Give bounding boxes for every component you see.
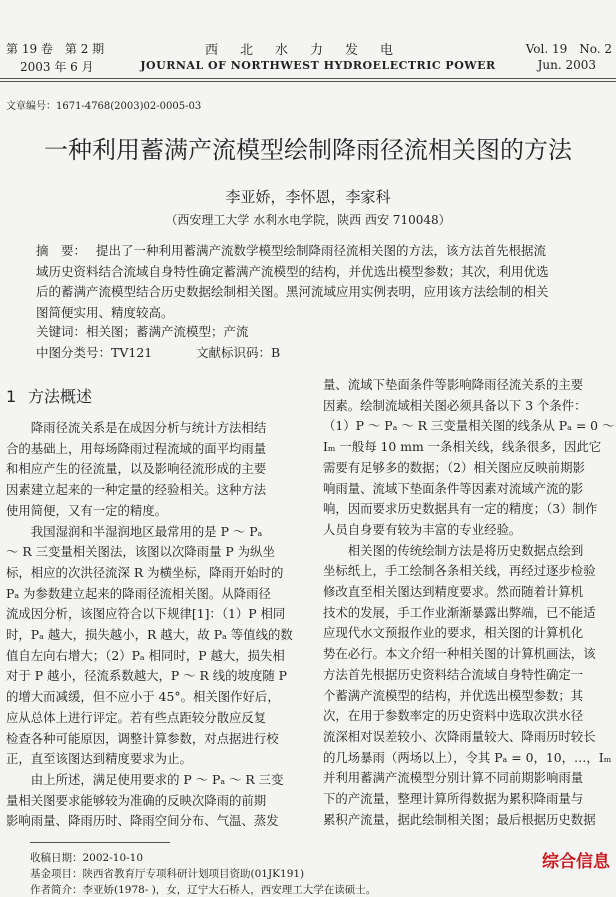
journal-name-cn: 西北水力发电 — [204, 43, 415, 58]
body-line: ～ R 三变量相关图法，该图以次降雨量 P 为纵坐 — [6, 544, 275, 560]
body-line: 并利用蓄满产流模型分别计算不同前期影响雨量 — [323, 770, 584, 786]
body-line: 因素。绘制流域相关图必须具备以下 3 个条件： — [323, 397, 587, 413]
body-line: 量、流域下垫面条件等影响降雨径流关系的主要 — [323, 377, 584, 392]
volume-issue-cn: 第 19 卷 第 2 期 — [6, 42, 105, 56]
body-line: 下的产流量，整理计算所得数据为累积降雨量与 — [323, 791, 584, 807]
body-line: 流成因分析，该图应符合以下规律[1]：（1）P 相同 — [6, 606, 286, 622]
body-line: 的增大而减缓，但不应小于 45°。相关图作好后， — [6, 689, 280, 705]
body-line: 势在必行。本文介绍一种相关图的计算机画法，该 — [323, 646, 596, 662]
body-line: 技术的发展，手工作业渐渐暴露出弊端，已不能适 — [323, 604, 596, 620]
body-line: 需要有足够多的数据；（2）相关图应反映前期影 — [323, 459, 585, 475]
body-line: 的几场暴雨（两场以上），令其 Pₐ = 0，10，…，Iₘ — [323, 749, 612, 765]
date-en: Jun. 2003 — [537, 58, 596, 72]
body-line: 因素建立起来的一种定量的经验相关。这种方法 — [6, 482, 267, 498]
body-line: 由上所述，满足使用要求的 P ～ Pₐ ～ R 三变 — [30, 771, 284, 787]
header-rule-bottom — [0, 81, 616, 82]
body-line: 降雨径流关系是在成因分析与统计方法相结 — [30, 420, 267, 435]
volume-issue-en: Vol. 19 No. 2 — [525, 42, 612, 56]
abstract-line: 域历史资料结合流域自身特性确定蓄满产流模型的结构，并优选出模型参数；其次，利用优选 — [36, 263, 549, 279]
watermark-logo: 综合信息 — [542, 852, 610, 872]
body-line: 正，直至该图达到精度要求为止。 — [6, 751, 192, 767]
body-line: 应现代水文预报作业的要求，相关图的计算机化 — [323, 625, 584, 641]
abstract-line: 提出了一种利用蓄满产流数学模型绘制降雨径流相关图的方法，该方法首先根据流 — [96, 243, 547, 258]
body-line: 修改直至相关图达到精度要求。然而随着计算机 — [323, 584, 584, 600]
body-line: 影响雨量、降雨历时、降雨空间分布、气温、蒸发 — [6, 813, 279, 829]
body-line: 方法首先根据历史资料结合流域自身特性确定一 — [323, 666, 584, 682]
body-line: 值自左向右增大；（2）Pₐ 相同时，P 越大，损失相 — [6, 647, 285, 663]
body-line: 我国湿润和半湿润地区最常用的是 P ～ Pₐ — [30, 523, 263, 539]
footnote-author: 作者简介：李亚娇(1978- )，女，辽宁大石桥人，西安理工大学在读硕士。 — [30, 884, 377, 896]
paper-title: 一种利用蓄满产流模型绘制降雨径流相关图的方法 — [44, 136, 572, 164]
abstract-label: 摘 要： — [36, 243, 87, 258]
body-line: 标，相应的次洪径流深 R 为横坐标，降雨开始时的 — [6, 564, 284, 580]
body-line: 对于 P 越小，径流系数越大，P ～ R 线的坡度随 P — [6, 668, 288, 684]
body-line: 相关图的传统绘制方法是将历史数据点绘到 — [347, 542, 584, 558]
section-number: 1 — [6, 387, 17, 406]
body-line: 时，Pₐ 越大，损失越小，R 越大，故 Pₐ 等值线的数 — [6, 627, 293, 643]
date-cn: 2003 年 6 月 — [20, 60, 94, 74]
body-line: 响，因而要求历史数据具有一定的精度；（3）制作 — [323, 501, 598, 517]
section-heading — [6, 384, 92, 407]
body-line: 坐标纸上，手工绘制各条相关线，再经过逐步检验 — [323, 563, 596, 579]
body-line: 人员自身要有较为丰富的专业经验。 — [323, 521, 522, 537]
authors: 李亚娇，李怀恩，李家科 — [225, 188, 391, 206]
body-line: 使用简便，又有一定的精度。 — [6, 502, 168, 518]
body-line: 合的基础上，用每场降雨过程流域的面平均雨量 — [6, 440, 267, 456]
affiliation: （西安理工大学 水利水电学院，陕西 西安 710048） — [165, 213, 451, 227]
header-rule-top — [0, 78, 616, 79]
journal-name-en: JOURNAL OF NORTHWEST HYDROELECTRIC POWER — [140, 59, 496, 72]
footnote-fund: 基金项目：陕西省教育厅专项科研计划项目资助(01JK191) — [30, 868, 305, 880]
document-code: 文献标识码：B — [196, 345, 281, 360]
section-title: 方法概述 — [28, 387, 93, 406]
body-line: 流深相对误差较小、次降雨量较大、降雨历时较长 — [323, 728, 596, 744]
footnote-received: 收稿日期：2002-10-10 — [30, 852, 144, 864]
body-line: （1）P ～ Pₐ ～ R 三变量相关图的线条从 Pₐ = 0 ～ — [323, 418, 615, 434]
body-line: 累积产流量，据此绘制相关图；最后根据历史数据 — [323, 811, 596, 827]
body-line: Pₐ 为参数建立起来的降雨径流相关图。从降雨径 — [6, 585, 271, 601]
body-line: 量相关图要求能够较为准确的反映次降雨的前期 — [6, 792, 267, 808]
classification-number: 中图分类号：TV121 — [36, 345, 153, 360]
body-line: 应从总体上进行评定。若有些点距较分散应反复 — [6, 709, 267, 725]
body-line: 检查各种可能原因，调整计算参数，对点据进行校 — [6, 730, 279, 746]
abstract-line: 后的蓄满产流模型结合历史数据绘制相关图。黑河流域应用实例表明，应用该方法绘制的相关 — [36, 284, 549, 299]
body-column-left — [6, 418, 302, 832]
body-line: Iₘ 一般每 10 mm 一条相关线，线条很多，因此它 — [323, 439, 602, 455]
footnote-rule — [30, 842, 170, 843]
article-number: 文章编号：1671-4768(2003)02-0005-03 — [6, 101, 202, 112]
journal-header — [0, 0, 616, 76]
abstract-line: 图简便实用、精度较高。 — [36, 304, 174, 320]
keywords: 关键词：相关图；蓄满产流模型；产流 — [36, 324, 249, 339]
body-line: 响雨量、流域下垫面条件等因素对流域产流的影 — [323, 480, 584, 496]
abstract — [36, 241, 592, 323]
body-line: 个蓄满产流模型的结构，并优选出模型参数；其 — [323, 687, 584, 703]
body-line: 和相应产生的径流量，以及影响径流形成的主要 — [6, 461, 267, 477]
body-column-right — [323, 375, 615, 830]
classification-line — [36, 343, 436, 361]
body-line: 次，在用于参数率定的历史资料中选取次洪水径 — [323, 708, 584, 724]
